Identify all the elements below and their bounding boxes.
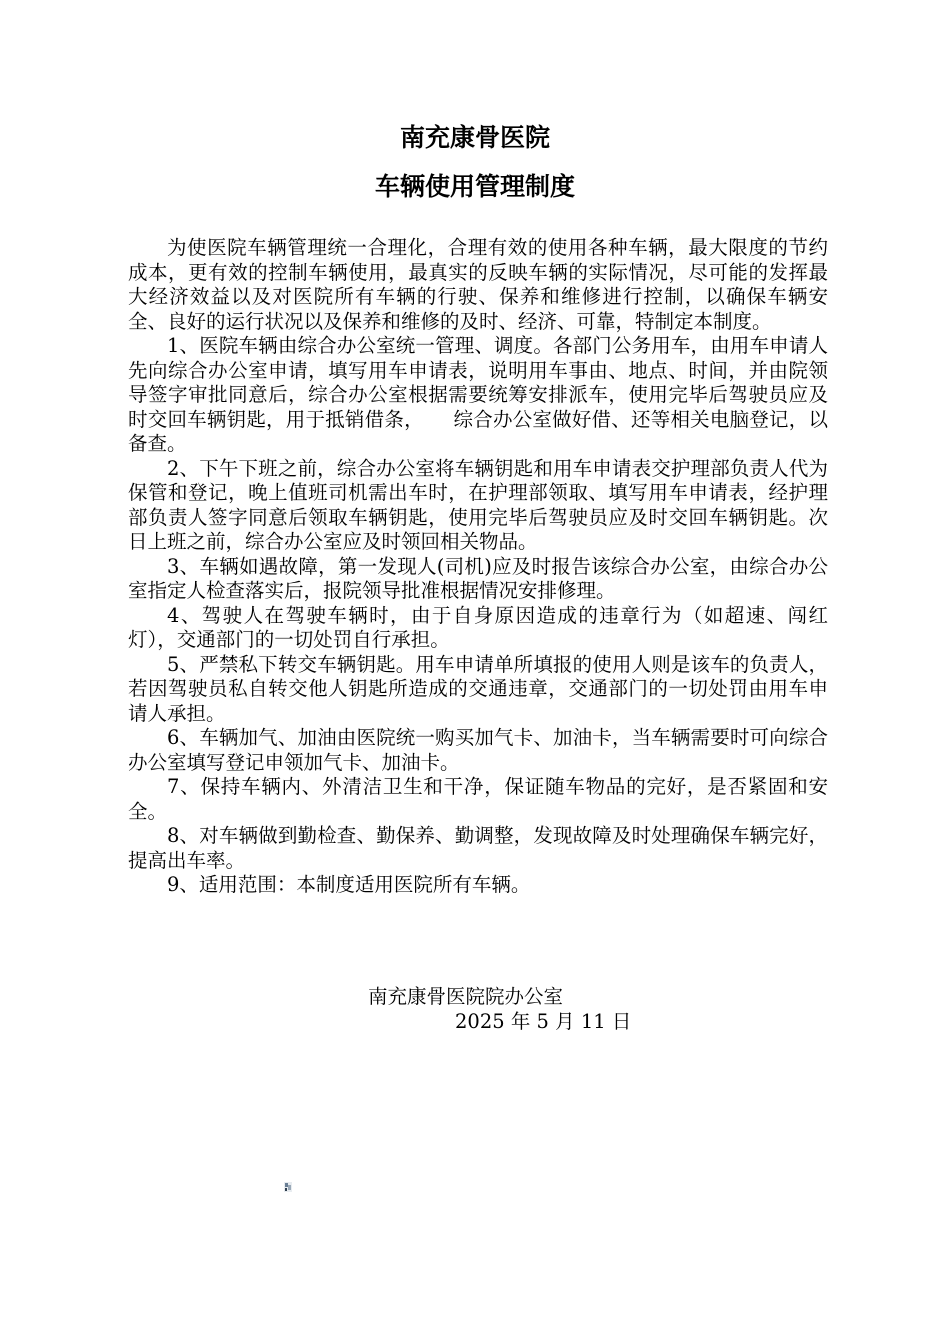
rule-paragraph-1: 1、医院车辆由综合办公室统一管理、调度。各部门公务用车，由用车申请人先向综合办公室申请，填写用车申请表，说明用车事由、地点、时间，并由院领导签字审批同意后，综合办公室根据需要统筹安排派车，使用完毕后驾驶员应及时交回车辆钥匙，用于抵销借条， 综合办公室做好借、还等相关电脑登记，以备查。	[128, 334, 828, 455]
rule-paragraph-6: 6、车辆加气、加油由医院统一购买加气卡、加油卡，当车辆需要时可向综合办公室填写登记申领加气卡、加油卡。	[128, 726, 828, 774]
rule-paragraph-5: 5、严禁私下转交车辆钥匙。用车申请单所填报的使用人则是该车的负责人，若因驾驶员私自转交他人钥匙所造成的交通违章，交通部门的一切处罚由用车申请人承担。	[128, 652, 828, 725]
signature-date: 2025 年 5 月 11 日	[455, 1010, 632, 1033]
signature-organization: 南充康骨医院院办公室	[368, 985, 564, 1008]
small-image-icon	[284, 1182, 292, 1192]
document-subtitle: 车辆使用管理制度	[374, 172, 575, 201]
document-title: 南充康骨医院	[399, 123, 550, 152]
rule-paragraph-4: 4、驾驶人在驾驶车辆时，由于自身原因造成的违章行为（如超速、闯红灯），交通部门的一切处罚自行承担。	[128, 603, 828, 651]
intro-paragraph: 为使医院车辆管理统一合理化，合理有效的使用各种车辆，最大限度的节约成本，更有效的控制车辆使用，最真实的反映车辆的实际情况，尽可能的发挥最大经济效益以及对医院所有车辆的行驶、保养和维修进行控制，以确保车辆安全、良好的运行状况以及保养和维修的及时、经济、可靠，特制定本制度。	[128, 236, 828, 333]
rule-paragraph-7: 7、保持车辆内、外清洁卫生和干净，保证随车物品的完好，是否紧固和安全。	[128, 775, 828, 823]
rule-paragraph-8: 8、对车辆做到勤检查、勤保养、勤调整，发现故障及时处理确保车辆完好，提高出车率。	[128, 824, 828, 872]
rule-paragraph-9: 9、适用范围：本制度适用医院所有车辆。	[167, 873, 531, 896]
document-body	[128, 236, 828, 898]
rule-paragraph-3: 3、车辆如遇故障，第一发现人(司机)应及时报告该综合办公室，由综合办公室指定人检查落实后，报院领导批准根据情况安排修理。	[128, 554, 828, 602]
rule-paragraph-2: 2、下午下班之前，综合办公室将车辆钥匙和用车申请表交护理部负责人代为保管和登记，晚上值班司机需出车时，在护理部领取、填写用车申请表，经护理部负责人签字同意后领取车辆钥匙，使用完毕后驾驶员应及时交回车辆钥匙。次日上班之前，综合办公室应及时领回相关物品。	[128, 456, 828, 553]
